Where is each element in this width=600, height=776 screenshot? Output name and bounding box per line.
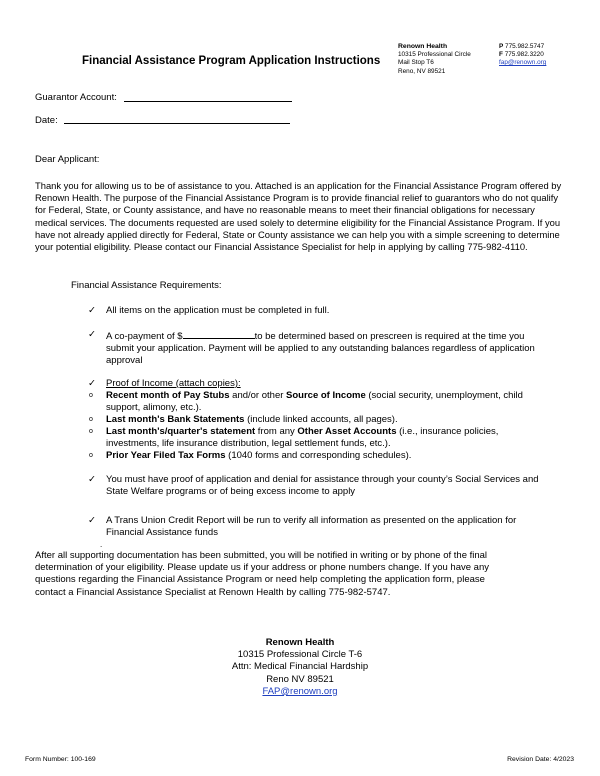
copay-amount-field[interactable] (183, 329, 255, 339)
check-icon: ✓ (88, 515, 96, 526)
org-address-line: Mail Stop T6 (398, 59, 434, 67)
proof-item: Last month's Bank Statements (include linked accounts, all pages). (106, 414, 398, 425)
salutation: Dear Applicant: (35, 154, 100, 165)
proof-of-income-heading: Proof of Income (attach copies): (106, 378, 241, 389)
check-icon: ✓ (88, 329, 96, 340)
check-icon: ✓ (88, 474, 96, 485)
requirement-item: You must have proof of application and denial for assistance through your county’s Social Services and State Welfare programs or of being excess income to apply (106, 474, 539, 497)
signature-address-line: 10315 Professional Circle T-6 (237, 649, 363, 661)
page-title: Financial Assistance Program Application Instructions (82, 55, 381, 67)
date-label: Date: (35, 115, 58, 126)
phone-label: P (499, 43, 504, 50)
header-email-link[interactable]: fap@renown.org (499, 59, 547, 67)
phone-number: 775.982.5747 (505, 43, 545, 50)
signature-org-name: Renown Health (265, 637, 335, 648)
requirements-heading: Financial Assistance Requirements: (71, 280, 222, 291)
bullet-icon: o (89, 392, 93, 399)
requirement-item (106, 329, 546, 366)
org-address-line: Reno, NV 89521 (398, 67, 446, 75)
signature-address-line: Attn: Medical Financial Hardship (231, 661, 369, 673)
stray-dot: . (100, 540, 103, 549)
revision-date: Revision Date: 4/2023 (507, 756, 574, 763)
signature-block (0, 637, 600, 698)
signature-address-line: Reno NV 89521 (266, 673, 334, 685)
bullet-icon: o (89, 416, 93, 423)
bullet-icon: o (89, 452, 93, 459)
org-address-block (398, 43, 471, 76)
guarantor-account-field[interactable] (124, 101, 292, 102)
requirement-item: A Trans Union Credit Report will be run to verify all information as presented on the application for Financial Assistance funds (106, 515, 517, 538)
requirement-item: All items on the application must be completed in full. (106, 305, 330, 316)
closing-paragraph: After all supporting documentation has been submitted, you will be notified in writing or by phone of the final determination of your eligibility. Please update us if your address or phone numbers change. If you have any questions regarding the Financial Assistance Program or need help completing the application form, please contact a Financial Assistance Specialist at Renown Health by calling 775-982-5747. (35, 550, 489, 598)
copay-text-rest: to be determined based on prescreen is required at the time you submit your application. Payment will be applied to any outstanding balances regardless of application approval (106, 331, 535, 366)
date-field[interactable] (64, 123, 290, 124)
intro-paragraph: Thank you for allowing us to be of assistance to you. Attached is an application for the Financial Assistance Program offered by Renown Health. The purpose of the Financial Assistance Program is to provide financial relief to guarantors who do not qualify for Federal, State, or County assistance, and have no reasonable means to meet their financial obligations for necessary medical services. The documents requested are used solely to determine eligibility for the Financial Assistance Program. If you have not already applied directly for Federal, State or County assistance we can help you with a simple screening to determine your potential eligibility. Please contact our Financial Assistance Specialist for help in applying by calling 775-982-4110. (35, 180, 562, 253)
guarantor-account-label: Guarantor Account: (35, 92, 117, 103)
fax-label: F (499, 51, 503, 59)
check-icon: ✓ (88, 305, 96, 316)
bullet-icon: o (89, 428, 93, 435)
copay-text: A co-payment of $ (106, 331, 183, 342)
proof-item: Recent month of Pay Stubs and/or other Source of Income (social security, unemployment, child support, alimony, etc.). (106, 390, 523, 413)
contact-block (499, 43, 546, 68)
proof-item: Last month's/quarter's statement from any Other Asset Accounts (i.e., insurance policies, investments, life insurance distribution, legal settlement funds, etc.). (106, 426, 499, 449)
org-address-line: 10315 Professional Circle (398, 51, 471, 59)
check-icon: ✓ (88, 378, 96, 389)
org-name: Renown Health (398, 43, 448, 50)
fax-number: 775.982.3220 (504, 51, 544, 59)
form-number: Form Number: 100-169 (25, 756, 96, 763)
proof-item: Prior Year Filed Tax Forms (1040 forms and corresponding schedules). (106, 450, 412, 461)
signature-email-link[interactable]: FAP@renown.org (262, 685, 338, 697)
